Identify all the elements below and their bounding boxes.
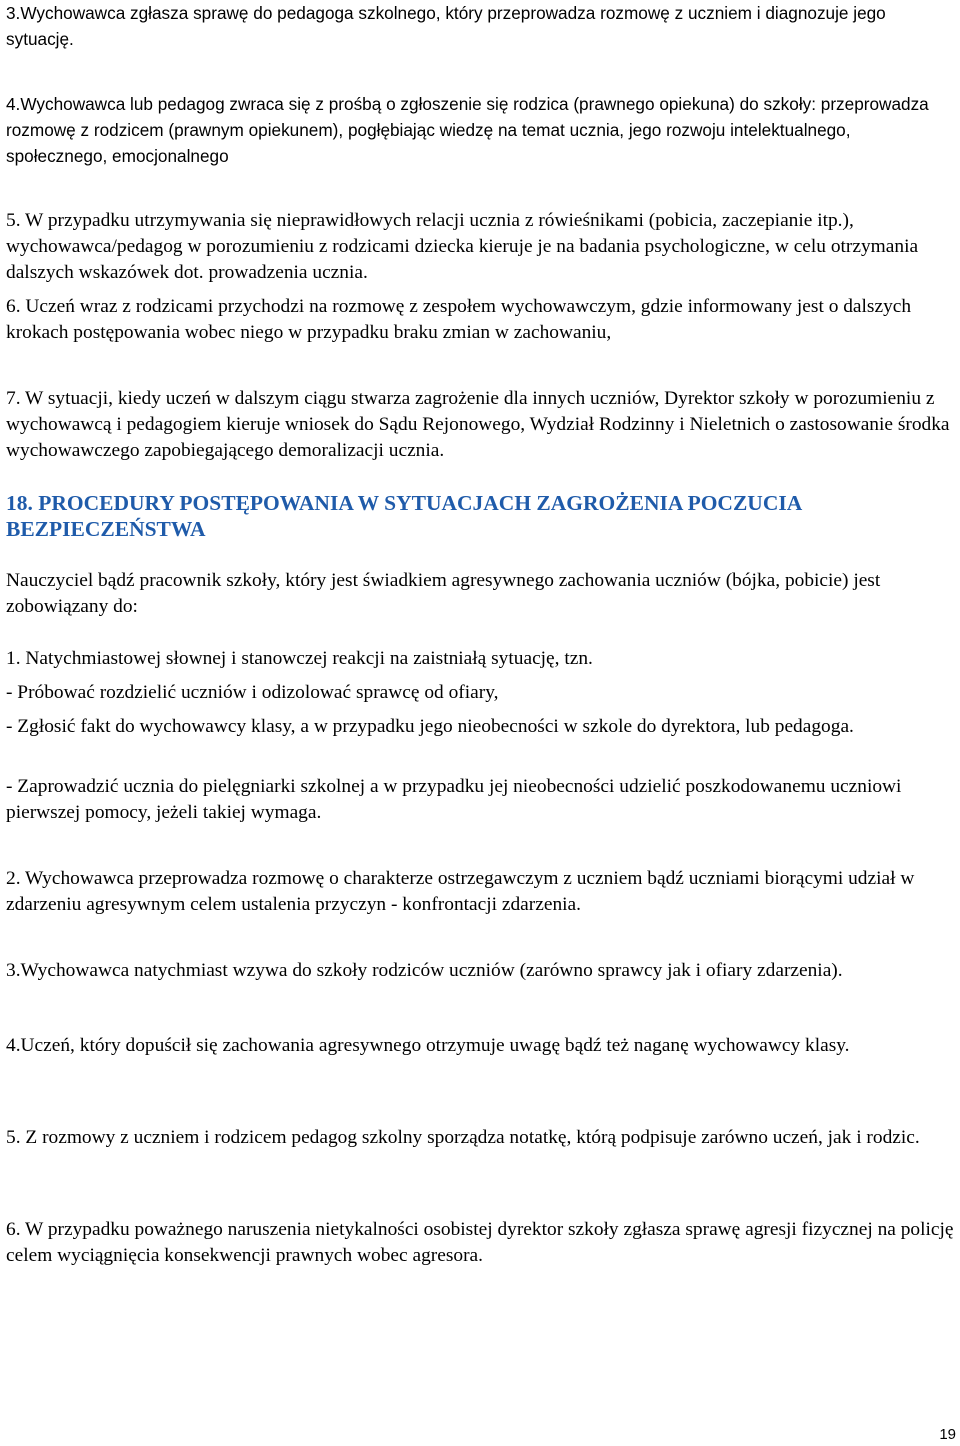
step-1-immediate-reaction: 1. Natychmiastowej słownej i stanowczej reakcji na zaistniałą sytuację, tzn. — [6, 648, 593, 669]
step-2-warning-talk: 2. Wychowawca przeprowadza rozmowę o charakterze ostrzegawczym z uczniem bądź uczniami biorącymi udział w zdarzeniu agresywnym celem ustalenia przyczyn - konfrontacji zdarzenia. — [6, 868, 915, 915]
step-6-police-report: 6. W przypadku poważnego naruszenia nietykalności osobistej dyrektor szkoły zgłasza sprawę agresji fizycznej na policję celem wyciągnięcia konsekwencji prawnych wobec agresora. — [6, 1219, 954, 1266]
paragraph-6-team-meeting: 6. Uczeń wraz z rodzicami przychodzi na rozmowę z zespołem wychowawczym, gdzie informowany jest o dalszych krokach postępowania wobec niego w przypadku braku zmian w zachowaniu, — [6, 296, 912, 343]
step-first-aid: - Zaprowadzić ucznia do pielęgniarki szkolnej a w przypadku jej nieobecności udzielić poszkodowanemu uczniowi pierwszej pomocy, jeżeli takiej wymaga. — [6, 776, 902, 823]
section-heading-18: 18. PROCEDURY POSTĘPOWANIA W SYTUACJACH ZAGROŻENIA POCZUCIA BEZPIECZEŃSTWA — [6, 491, 802, 541]
step-report-to-teacher: - Zgłosić fakt do wychowawcy klasy, a w przypadku jego nieobecności w szkole do dyrektora, lub pedagoga. — [6, 716, 854, 737]
paragraph-7-court-motion: 7. W sytuacji, kiedy uczeń w dalszym ciągu stwarza zagrożenie dla innych uczniów, Dyrektor szkoły w porozumieniu z wychowawcą i pedagogiem kieruje wniosek do Sądu Rejonowego, Wydział Rodzinny i Nieletnich o zastosowanie środka wychowawczego zapobiegającego demoralizacji ucznia. — [6, 388, 950, 461]
paragraph-5-psychological-tests: 5. W przypadku utrzymywania się nieprawidłowych relacji ucznia z rówieśnikami (pobicia, zaczepianie itp.), wychowawca/pedagog w porozumieniu z rodzicami dziecka kieruje je na badania psychologiczne, w celu otrzymania dalszych wskazówek dot. prowadzenia ucznia. — [6, 210, 919, 283]
intro-paragraph: Nauczyciel bądź pracownik szkoły, który jest świadkiem agresywnego zachowania uczniów (bójka, pobicie) jest zobowiązany do: — [6, 570, 881, 617]
step-separate-students: - Próbować rozdzielić uczniów i odizolować sprawcę od ofiary, — [6, 682, 499, 703]
page-number: 19 — [939, 1426, 956, 1443]
paragraph-4-contact-parent: 4.Wychowawca lub pedagog zwraca się z prośbą o zgłoszenie się rodzica (prawnego opiekuna) do szkoły: przeprowadza rozmowę z rodzicem (prawnym opiekunem), pogłębiając wiedzę na temat ucznia, jego rozwoju intelektualnego, społecznego, emocjonalnego — [6, 94, 929, 166]
step-4-reprimand: 4.Uczeń, który dopuścił się zachowania agresywnego otrzymuje uwagę bądź też naganę wychowawcy klasy. — [6, 1035, 850, 1056]
step-3-summon-parents: 3.Wychowawca natychmiast wzywa do szkoły rodziców uczniów (zarówno sprawcy jak i ofiary zdarzenia). — [6, 960, 843, 981]
step-5-note: 5. Z rozmowy z uczniem i rodzicem pedagog szkolny sporządza notatkę, którą podpisuje zarówno uczeń, jak i rodzic. — [6, 1127, 920, 1148]
paragraph-3-report-to-pedagogue: 3.Wychowawca zgłasza sprawę do pedagoga szkolnego, który przeprowadza rozmowę z uczniem i diagnozuje jego sytuację. — [6, 3, 886, 49]
